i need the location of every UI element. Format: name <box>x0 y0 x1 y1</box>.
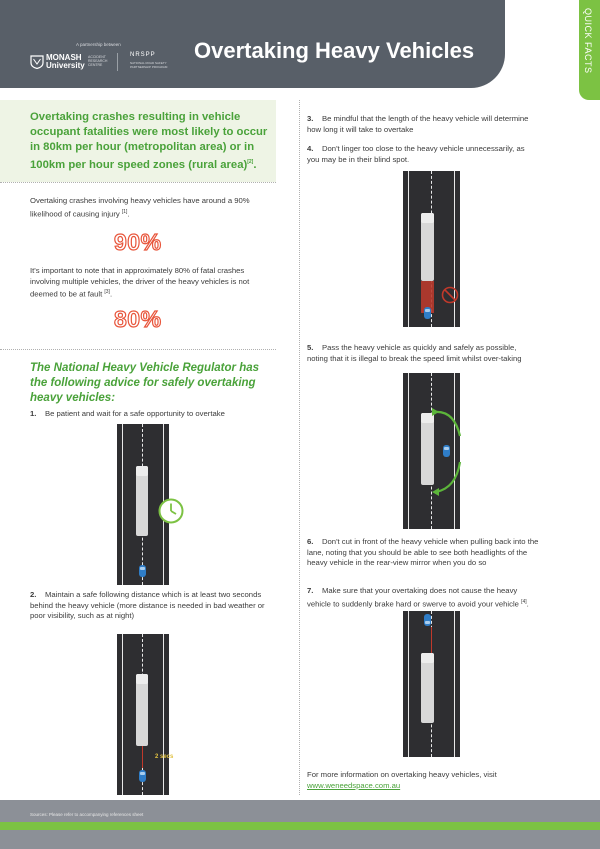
sources-note: Sources: Please refer to accompanying references sheet <box>30 812 144 817</box>
tip-6: 6. Don't cut in front of the heavy vehicle when pulling back into the lane, noting that you should be able to see both headlights of the heavy vehicle in the rear-view mirror when you do so <box>307 537 539 567</box>
logo-divider <box>117 53 118 71</box>
footer-accent-stripe <box>0 822 600 830</box>
monash-shield-icon <box>30 55 44 69</box>
gap-line <box>431 627 432 653</box>
nhvr-advice-heading: The National Heavy Vehicle Regulator has the following advice for safely overtaking heavy vehicles: <box>30 362 260 404</box>
heavy-vehicle <box>136 674 148 746</box>
fact-injury-text: Overtaking crashes involving heavy vehicles have around a 90% likelihood of causing injury [1]. <box>30 196 250 219</box>
nrspp-logo-text: NRSPP <box>130 52 156 58</box>
stat-90-percent: 90% <box>114 229 162 255</box>
more-info-text: For more information on overtaking heavy vehicles, visit <box>307 770 497 779</box>
quick-facts-label: QUICK FACTS <box>583 8 593 74</box>
heavy-vehicle <box>421 653 434 723</box>
curved-arrow-icon <box>430 400 466 500</box>
heavy-vehicle <box>421 213 434 281</box>
car <box>139 565 146 577</box>
intro-statement: Overtaking crashes resulting in vehicle occupant fatalities were most likely to occur in 80km per hour (metropolitan area) or in 100km per hour speed zones (rural area)[2]. <box>30 111 268 171</box>
two-seconds-label: 2 secs <box>155 754 174 760</box>
column-divider <box>299 100 300 795</box>
footer-bottom-bar <box>0 830 600 849</box>
heavy-vehicle <box>136 466 148 536</box>
road-diagram-5 <box>403 611 460 757</box>
tip-7: 7. Make sure that your overtaking does not cause the heavy vehicle to suddenly brake hard or swerve to avoid your vehicle [4]. <box>307 586 529 609</box>
page-title: Overtaking Heavy Vehicles <box>194 38 475 63</box>
more-info-link[interactable]: www.weneedspace.com.au <box>307 781 401 790</box>
section-divider <box>0 349 276 350</box>
road-diagram-2 <box>117 634 169 795</box>
nrspp-logo-subtext: NATIONAL ROAD SAFETY PARTNERSHIP PROGRAM <box>130 61 168 69</box>
fact-fault-text: It's important to note that in approximately 80% of fatal crashes involving multiple vehicles, the driver of the heavy vehicles is not deemed to be at fault [3]. <box>30 266 250 299</box>
section-divider <box>0 182 276 183</box>
tip-4: 4. Don't linger too close to the heavy vehicle unnecessarily, as you may be in their blind spot. <box>307 144 525 164</box>
stat-80-percent: 80% <box>114 306 162 332</box>
tip-5: 5. Pass the heavy vehicle as quickly and safely as possible, noting that it is illegal to break the speed limit whilst over-taking <box>307 343 522 363</box>
clock-icon <box>158 498 184 524</box>
car <box>424 307 431 319</box>
following-distance-line <box>142 746 143 768</box>
partnership-label: A partnership between <box>76 42 121 47</box>
tip-2: 2. Maintain a safe following distance which is at least two seconds behind the heavy vehicle (more distance is needed in bad weather or poor visibility, such as at night) <box>30 590 265 620</box>
footer-bar <box>0 800 600 822</box>
no-entry-icon <box>441 286 459 304</box>
muarc-logo-text: ACCIDENT RESEARCH CENTRE <box>88 55 108 67</box>
car <box>139 770 146 782</box>
car <box>424 614 431 626</box>
quick-facts-tab <box>579 0 600 100</box>
monash-university-logo-text: MONASH University <box>46 53 85 70</box>
tip-1: 1. Be patient and wait for a safe opportunity to overtake <box>30 409 225 418</box>
tip-3: 3. Be mindful that the length of the heavy vehicle will determine how long it will take to overtake <box>307 114 529 134</box>
